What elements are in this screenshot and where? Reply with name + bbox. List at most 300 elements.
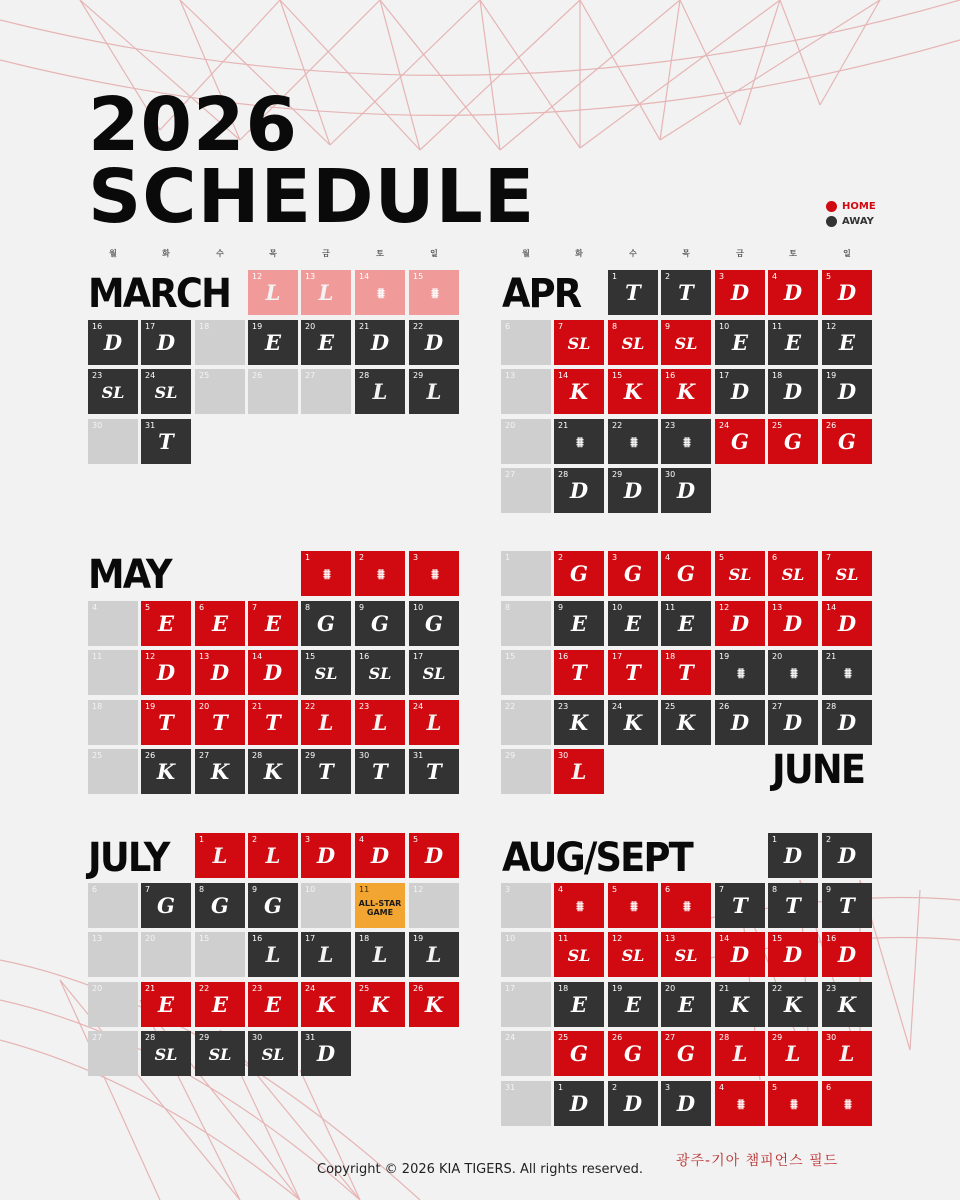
team-logo-icon: SL — [674, 946, 698, 965]
team-logo-icon: SL — [314, 664, 338, 683]
day-number: 21 — [145, 983, 156, 993]
day-cell — [301, 1031, 351, 1076]
team-logo-icon: E — [677, 991, 694, 1017]
team-logo-icon: T — [318, 759, 334, 784]
day-number: 23 — [359, 701, 370, 711]
team-logo-icon: L — [372, 379, 388, 404]
day-number: 9 — [665, 321, 671, 331]
day-cell — [501, 551, 551, 596]
day-number: 2 — [359, 553, 365, 562]
day-cell — [554, 650, 604, 695]
team-logo-icon: E — [838, 329, 855, 355]
day-number: 9 — [359, 602, 365, 612]
day-cell — [608, 982, 658, 1027]
day-cell — [301, 369, 351, 414]
month-name-may: MAY — [88, 552, 171, 598]
team-logo-icon: D — [263, 660, 283, 685]
day-cell — [554, 932, 604, 977]
day-number: 4 — [665, 553, 671, 562]
team-logo-icon: K — [569, 379, 589, 404]
team-logo-icon: D — [837, 610, 857, 636]
day-number: 13 — [305, 272, 316, 281]
weekday-label: 일 — [430, 249, 438, 258]
day-cell — [768, 419, 818, 464]
day-number: 16 — [92, 321, 103, 331]
day-number: 22 — [305, 701, 316, 711]
team-logo-icon: G — [371, 610, 389, 636]
day-cell — [661, 700, 711, 745]
month-name-apr: APR — [502, 271, 581, 317]
day-cell — [554, 551, 604, 596]
day-number: 10 — [719, 321, 730, 331]
team-logo-icon: G — [624, 561, 642, 586]
team-logo-icon: T — [212, 709, 228, 735]
day-number: 26 — [612, 1033, 623, 1042]
day-cell — [554, 749, 604, 794]
day-number: 8 — [772, 884, 778, 894]
day-number: 23 — [558, 701, 569, 711]
day-cell — [608, 1031, 658, 1076]
team-logo-icon: SL — [835, 565, 859, 584]
day-number: 23 — [665, 420, 676, 430]
team-logo-icon: L — [318, 280, 334, 305]
legend-home-label: HOME — [842, 201, 876, 212]
team-logo-icon: D — [370, 329, 390, 355]
day-cell — [608, 369, 658, 414]
day-cell — [141, 369, 191, 414]
day-number: 13 — [199, 652, 210, 661]
weekday-label: 월 — [109, 249, 117, 258]
day-cell — [661, 551, 711, 596]
month-name-aug-sept: AUG/SEPT — [502, 835, 692, 881]
day-number: 21 — [826, 652, 837, 661]
day-cell — [248, 749, 298, 794]
day-cell — [822, 419, 872, 464]
day-cell — [715, 369, 765, 414]
day-number: 19 — [826, 371, 837, 380]
day-cell — [608, 932, 658, 977]
day-cell — [355, 749, 405, 794]
day-cell — [715, 700, 765, 745]
day-cell — [661, 601, 711, 646]
team-logo-icon: G — [570, 561, 588, 586]
day-cell — [501, 700, 551, 745]
team-logo-icon: D — [316, 1041, 336, 1066]
day-number: 8 — [505, 602, 511, 612]
day-cell — [141, 419, 191, 464]
day-number: 16 — [359, 652, 370, 661]
team-logo-icon: E — [570, 610, 587, 636]
team-logo-icon: D — [837, 843, 857, 868]
day-number: 6 — [665, 884, 671, 894]
day-cell — [141, 749, 191, 794]
day-number: 24 — [413, 701, 424, 711]
team-logo-icon: D — [103, 329, 123, 355]
day-cell — [501, 982, 551, 1027]
day-cell — [248, 369, 298, 414]
team-logo-icon: SL — [621, 946, 645, 965]
day-cell — [715, 982, 765, 1027]
day-number: 17 — [612, 652, 623, 661]
team-logo-icon: SL — [368, 664, 392, 683]
day-number: 19 — [612, 983, 623, 993]
team-logo-icon: ⩩ — [431, 286, 437, 302]
team-logo-icon: SL — [621, 333, 645, 353]
day-number: 5 — [719, 553, 725, 562]
day-cell — [715, 932, 765, 977]
day-number: 24 — [145, 371, 156, 380]
day-cell — [768, 1081, 818, 1126]
day-cell — [501, 468, 551, 513]
day-number: 24 — [505, 1033, 516, 1042]
team-logo-icon: SL — [728, 565, 752, 584]
day-number: 26 — [252, 371, 263, 380]
day-number: 18 — [359, 934, 370, 943]
day-number: 15 — [612, 371, 623, 380]
day-cell — [301, 749, 351, 794]
team-logo-icon: D — [730, 280, 750, 305]
team-logo-icon: D — [424, 329, 444, 355]
team-logo-icon: G — [211, 892, 229, 918]
team-logo-icon: E — [677, 610, 694, 636]
day-cell — [715, 1081, 765, 1126]
day-number: 2 — [665, 272, 671, 281]
day-cell — [88, 369, 138, 414]
day-cell — [195, 650, 245, 695]
day-number: 12 — [719, 602, 730, 612]
day-cell — [608, 270, 658, 315]
day-cell — [715, 601, 765, 646]
team-logo-icon: ⩩ — [790, 666, 796, 682]
team-logo-icon: L — [839, 1041, 855, 1066]
team-logo-icon: SL — [154, 1045, 178, 1064]
day-cell — [301, 650, 351, 695]
month-name-july: JULY — [88, 835, 169, 881]
team-logo-icon: T — [625, 660, 641, 685]
team-logo-icon: L — [732, 1041, 748, 1066]
team-logo-icon: ⩩ — [683, 898, 689, 915]
day-cell — [248, 700, 298, 745]
day-number: 4 — [719, 1082, 725, 1092]
day-number: 14 — [826, 602, 837, 612]
team-logo-icon: E — [317, 329, 334, 355]
team-logo-icon: L — [785, 1041, 801, 1066]
team-logo-icon: D — [210, 660, 230, 685]
team-logo-icon: L — [426, 709, 442, 735]
team-logo-icon: K — [263, 759, 283, 784]
day-number: 27 — [665, 1033, 676, 1042]
team-logo-icon: SL — [154, 383, 178, 402]
day-number: 27 — [505, 470, 516, 479]
day-number: 8 — [305, 602, 311, 612]
day-number: 6 — [92, 884, 98, 894]
day-number: 25 — [92, 751, 103, 760]
day-number: 20 — [772, 652, 783, 661]
day-number: 18 — [92, 701, 103, 711]
day-number: 25 — [359, 983, 370, 993]
day-number: 22 — [413, 321, 424, 331]
day-number: 11 — [92, 652, 103, 661]
day-cell — [501, 650, 551, 695]
day-cell — [554, 883, 604, 928]
day-cell — [608, 320, 658, 365]
team-logo-icon: T — [678, 660, 694, 685]
team-logo-icon: L — [372, 709, 388, 735]
team-logo-icon: E — [570, 991, 587, 1017]
day-cell — [195, 749, 245, 794]
team-logo-icon: D — [837, 709, 857, 735]
day-cell — [409, 551, 459, 596]
day-cell — [554, 320, 604, 365]
day-number: 30 — [665, 470, 676, 479]
team-logo-icon: ⩩ — [431, 567, 437, 583]
day-cell — [88, 419, 138, 464]
team-logo-icon: SL — [781, 565, 805, 584]
day-cell — [141, 932, 191, 977]
day-cell — [409, 601, 459, 646]
day-cell — [661, 419, 711, 464]
team-logo-icon: L — [318, 709, 334, 735]
day-cell — [822, 551, 872, 596]
team-logo-icon: SL — [674, 333, 698, 353]
day-number: 30 — [558, 751, 569, 760]
day-number: 15 — [772, 934, 783, 943]
day-cell — [661, 369, 711, 414]
team-logo-icon: ⩩ — [576, 898, 582, 915]
day-cell — [661, 320, 711, 365]
team-logo-icon: E — [784, 329, 801, 355]
day-cell — [355, 270, 405, 315]
day-cell — [768, 833, 818, 878]
team-logo-icon: L — [265, 942, 281, 967]
team-logo-icon: L — [372, 942, 388, 967]
day-cell — [88, 650, 138, 695]
team-logo-icon: SL — [208, 1045, 232, 1064]
home-dot-icon — [826, 201, 837, 212]
team-logo-icon: K — [156, 759, 176, 784]
day-cell — [661, 883, 711, 928]
day-cell — [195, 883, 245, 928]
weekday-label: 목 — [682, 249, 690, 258]
day-cell — [501, 883, 551, 928]
day-number: 27 — [199, 751, 210, 760]
copyright: Copyright © 2026 KIA TIGERS. All rights reserved. — [317, 1162, 643, 1177]
team-logo-icon: G — [838, 428, 856, 454]
day-number: 14 — [719, 934, 730, 943]
team-logo-icon: E — [624, 991, 641, 1017]
day-number: 12 — [145, 652, 156, 661]
day-number: 2 — [252, 835, 258, 844]
day-number: 7 — [145, 884, 151, 894]
day-cell — [141, 883, 191, 928]
team-logo-icon: ⩩ — [683, 434, 689, 451]
day-number: 17 — [145, 321, 156, 331]
day-number: 7 — [252, 602, 258, 612]
team-logo-icon: D — [783, 843, 803, 868]
day-cell — [141, 601, 191, 646]
team-logo-icon: D — [837, 379, 857, 404]
day-number: 7 — [719, 884, 725, 894]
team-logo-icon: T — [839, 892, 855, 918]
day-number: 3 — [665, 1082, 671, 1092]
day-number: 7 — [558, 321, 564, 331]
day-number: 14 — [558, 371, 569, 380]
day-number: 28 — [826, 701, 837, 711]
day-cell — [355, 320, 405, 365]
day-cell — [768, 601, 818, 646]
day-number: 27 — [92, 1033, 103, 1042]
day-number: 20 — [92, 983, 103, 993]
legend-away-label: AWAY — [842, 216, 874, 227]
day-number: 21 — [252, 701, 263, 711]
day-number: 28 — [359, 371, 370, 380]
day-number: 1 — [772, 835, 778, 844]
team-logo-icon: D — [370, 843, 390, 868]
day-cell — [608, 551, 658, 596]
day-cell — [248, 320, 298, 365]
day-cell — [355, 982, 405, 1027]
day-cell — [822, 833, 872, 878]
weekday-label: 금 — [736, 249, 744, 258]
day-number: 4 — [558, 884, 564, 894]
day-number: 6 — [505, 321, 511, 331]
team-logo-icon: K — [623, 379, 643, 404]
day-cell — [195, 932, 245, 977]
day-cell — [195, 1031, 245, 1076]
day-cell — [409, 369, 459, 414]
day-number: 30 — [826, 1033, 837, 1042]
day-number: 13 — [92, 934, 103, 943]
day-cell — [501, 369, 551, 414]
day-cell — [355, 551, 405, 596]
team-logo-icon: T — [158, 428, 174, 454]
day-number: 7 — [826, 553, 832, 562]
day-number: 12 — [612, 934, 623, 943]
day-number: 9 — [558, 602, 564, 612]
team-logo-icon: ⩩ — [630, 898, 636, 915]
day-number: 4 — [772, 272, 778, 281]
day-cell — [301, 932, 351, 977]
day-cell — [141, 700, 191, 745]
day-cell — [301, 270, 351, 315]
day-number: 25 — [199, 371, 210, 380]
day-cell — [501, 320, 551, 365]
day-number: 21 — [359, 321, 370, 331]
day-number: 20 — [199, 701, 210, 711]
day-number: 24 — [719, 420, 730, 430]
day-number: 5 — [826, 272, 832, 281]
team-logo-icon: ⩩ — [790, 1096, 796, 1113]
team-logo-icon: G — [317, 610, 335, 636]
day-number: 11 — [665, 602, 676, 612]
team-logo-icon: K — [424, 991, 444, 1017]
day-cell — [248, 932, 298, 977]
team-logo-icon: E — [264, 991, 281, 1017]
team-logo-icon: D — [623, 1090, 643, 1116]
day-number: 26 — [145, 751, 156, 760]
day-number: 28 — [719, 1033, 730, 1042]
team-logo-icon: E — [264, 610, 281, 636]
day-cell — [822, 320, 872, 365]
day-number: 15 — [413, 272, 424, 281]
day-cell — [822, 932, 872, 977]
day-number: 29 — [199, 1033, 210, 1042]
day-number: 5 — [413, 835, 419, 844]
day-number: 16 — [826, 934, 837, 943]
day-cell — [715, 551, 765, 596]
legend-home — [826, 201, 876, 212]
team-logo-icon: E — [211, 991, 228, 1017]
day-number: 19 — [145, 701, 156, 711]
team-logo-icon: SL — [422, 664, 446, 683]
day-number: 13 — [665, 934, 676, 943]
team-logo-icon: K — [783, 991, 803, 1017]
day-cell — [195, 700, 245, 745]
stadium-signature: 광주-기아 챔피언스 필드 — [676, 1153, 839, 1169]
team-logo-icon: D — [569, 478, 589, 503]
day-cell — [248, 1031, 298, 1076]
day-number: 6 — [826, 1082, 832, 1092]
team-logo-icon: D — [730, 709, 750, 735]
day-cell — [501, 1081, 551, 1126]
weekday-label: 목 — [269, 249, 277, 258]
weekday-label: 화 — [575, 249, 583, 258]
team-logo-icon: D — [837, 942, 857, 967]
day-number: 14 — [359, 272, 370, 281]
day-number: 12 — [826, 321, 837, 331]
team-logo-icon: ⩩ — [323, 567, 329, 583]
day-cell — [554, 982, 604, 1027]
day-number: 11 — [558, 934, 569, 943]
weekday-label: 수 — [629, 249, 637, 258]
day-cell — [715, 1031, 765, 1076]
day-number: 18 — [665, 652, 676, 661]
day-number: 28 — [558, 470, 569, 479]
day-number: 10 — [505, 934, 516, 943]
day-cell — [355, 833, 405, 878]
day-cell — [248, 601, 298, 646]
day-number: 19 — [413, 934, 424, 943]
away-dot-icon — [826, 216, 837, 227]
day-cell — [822, 982, 872, 1027]
weekday-label: 일 — [843, 249, 851, 258]
day-number: 3 — [612, 553, 618, 562]
team-logo-icon: T — [678, 280, 694, 305]
team-logo-icon: T — [158, 709, 174, 735]
day-cell — [608, 1081, 658, 1126]
team-logo-icon: E — [157, 610, 174, 636]
day-number: 24 — [305, 983, 316, 993]
day-number: 27 — [305, 371, 316, 380]
day-number: 17 — [305, 934, 316, 943]
title-year: 2026 — [88, 82, 298, 168]
day-number: 23 — [92, 371, 103, 380]
day-cell — [88, 982, 138, 1027]
day-cell — [501, 601, 551, 646]
day-cell — [501, 932, 551, 977]
day-cell — [301, 982, 351, 1027]
day-cell — [248, 833, 298, 878]
day-cell — [608, 468, 658, 513]
team-logo-icon: K — [210, 759, 230, 784]
day-number: 30 — [252, 1033, 263, 1042]
day-cell — [141, 982, 191, 1027]
day-number: 15 — [505, 652, 516, 661]
day-cell — [822, 369, 872, 414]
day-cell — [554, 369, 604, 414]
day-cell — [661, 1081, 711, 1126]
day-cell — [409, 982, 459, 1027]
